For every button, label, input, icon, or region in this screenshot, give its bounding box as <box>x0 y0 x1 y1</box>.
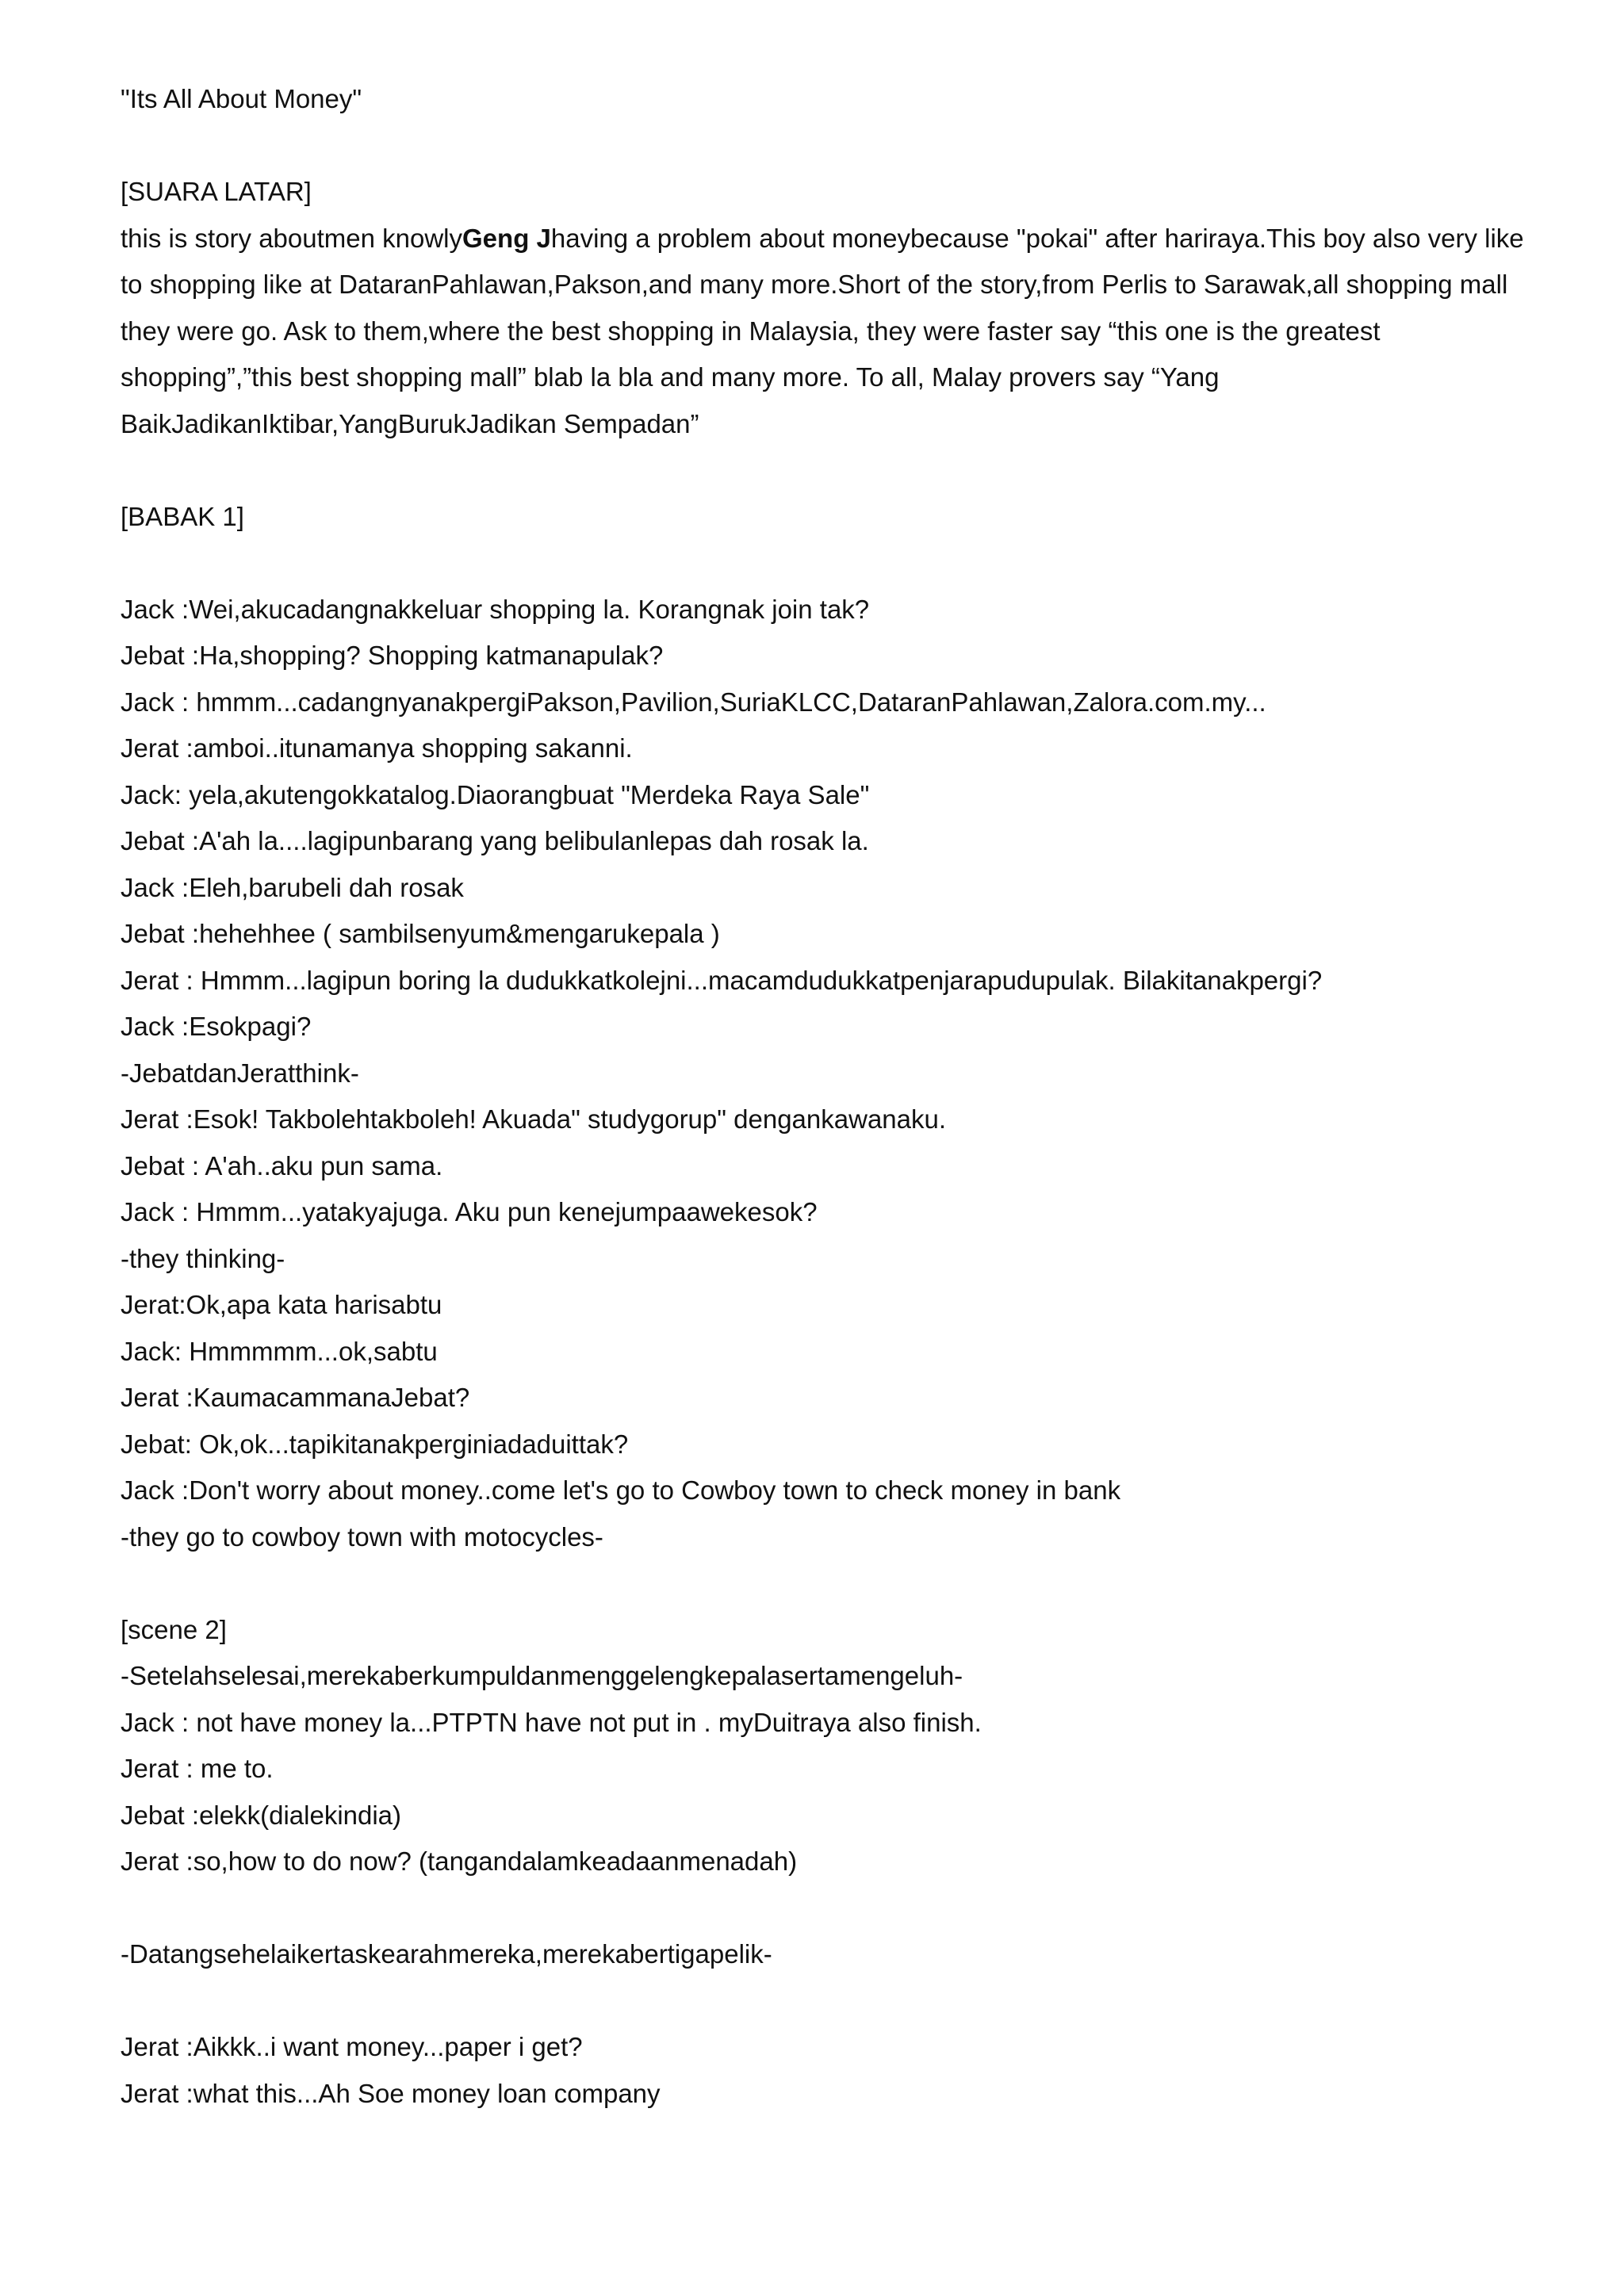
spacer <box>121 123 1540 170</box>
suara-latar-text-start: this is story aboutmen knowly <box>121 223 463 253</box>
dialogue-line: Jerat:Ok,apa kata harisabtu <box>121 1290 442 1319</box>
dialogue-line: Jack :Wei,akucadangnakkeluar shopping la. Korangnak join tak? <box>121 594 870 624</box>
document-page <box>121 76 1540 2117</box>
dialogue-line: Jack : Hmmm...yatakyajuga. Aku pun kenejumpaawekesok? <box>121 1197 818 1226</box>
stage-direction: -JebatdanJeratthink- <box>121 1058 359 1088</box>
stage-direction: -Setelahselesai,merekaberkumpuldanmenggelengkepalasertamengeluh- <box>121 1661 963 1690</box>
spacer <box>121 1885 1540 1932</box>
dialogue-line: Jack :Eleh,barubeli dah rosak <box>121 872 464 902</box>
scene2-dialogue-c <box>121 2024 1540 2117</box>
suara-latar-paragraph <box>121 216 1540 448</box>
dialogue-line: Jerat :amboi..itunamanya shopping sakanni. <box>121 733 633 763</box>
dialogue-line: Jebat : A'ah..aku pun sama. <box>121 1150 443 1181</box>
dialogue-line: Jack : hmmm...cadangnyanakpergiPakson,Pavilion,SuriaKLCC,DataranPahlawan,Zalora.com.my... <box>121 687 1266 717</box>
stage-direction: -they go to cowboy town with motocycles- <box>121 1521 603 1552</box>
document-title: "Its All About Money" <box>121 84 362 113</box>
dialogue-line: Jerat :so,how to do now? (tangandalamkeadaanmenadah) <box>121 1846 798 1876</box>
dialogue-line: Jerat :what this...Ah Soe money loan company <box>121 2078 661 2108</box>
dialogue-line: Jebat :elekk(dialekindia) <box>121 1800 402 1830</box>
dialogue-line: Jebat :A'ah la....lagipunbarang yang belibulanlepas dah rosak la. <box>121 826 869 855</box>
dialogue-line: Jerat : me to. <box>121 1754 274 1783</box>
suara-latar-heading: [SUARA LATAR] <box>121 177 312 206</box>
suara-latar-bold-name: Geng J <box>462 223 551 253</box>
scene2-dialogue-a <box>121 1653 1540 1885</box>
dialogue-line: Jerat :KaumacammanaJebat? <box>121 1383 470 1412</box>
spacer <box>121 1560 1540 1607</box>
dialogue-line: Jack :Don't worry about money..come let's go to Cowboy town to check money in bank <box>121 1475 1121 1505</box>
scene2-heading: [scene 2] <box>121 1614 227 1644</box>
spacer <box>121 447 1540 494</box>
dialogue-line: Jack: yela,akutengokkatalog.Diaorangbuat "Merdeka Raya Sale" <box>121 779 870 809</box>
spacer <box>121 540 1540 587</box>
spacer <box>121 1978 1540 2025</box>
babak1-heading: [BABAK 1] <box>121 501 244 531</box>
stage-direction: -Datangsehelaikertaskearahmereka,merekabertigapelik- <box>121 1939 772 1969</box>
dialogue-line: Jebat: Ok,ok...tapikitanakperginiadaduittak? <box>121 1429 629 1459</box>
dialogue-line: Jebat :hehehhee ( sambilsenyum&mengarukepala ) <box>121 919 720 948</box>
babak1-dialogue <box>121 587 1540 1561</box>
dialogue-line: Jack: Hmmmmm...ok,sabtu <box>121 1336 438 1366</box>
stage-direction: -they thinking- <box>121 1243 285 1273</box>
suara-latar-text-end: having a problem about moneybecause "pokai" after hariraya.This boy also very like to shopping like at DataranPahlawan,Pakson,and many more.Short of the story,from Perlis to Sarawak,all shopping mall they were go. Ask to them,where the best shopping in Malaysia, they were faster say “this one is the greatest shopping”,”this best shopping mall” blab la bla and many more. To all, Malay provers say “Yang BaikJadikanIktibar,YangBurukJadikan Sempadan” <box>121 223 1524 438</box>
dialogue-line: Jerat :Esok! Takbolehtakboleh! Akuada" studygorup" dengankawanaku. <box>121 1104 947 1134</box>
dialogue-line: Jack :Esokpagi? <box>121 1012 312 1041</box>
dialogue-line: Jack : not have money la...PTPTN have not put in . myDuitraya also finish. <box>121 1707 982 1737</box>
dialogue-line: Jebat :Ha,shopping? Shopping katmanapulak? <box>121 641 664 670</box>
dialogue-line: Jerat : Hmmm...lagipun boring la dudukkatkolejni...macamdudukkatpenjarapudupulak. Bilakitanakpergi? <box>121 965 1323 995</box>
dialogue-line: Jerat :Aikkk..i want money...paper i get? <box>121 2032 583 2061</box>
